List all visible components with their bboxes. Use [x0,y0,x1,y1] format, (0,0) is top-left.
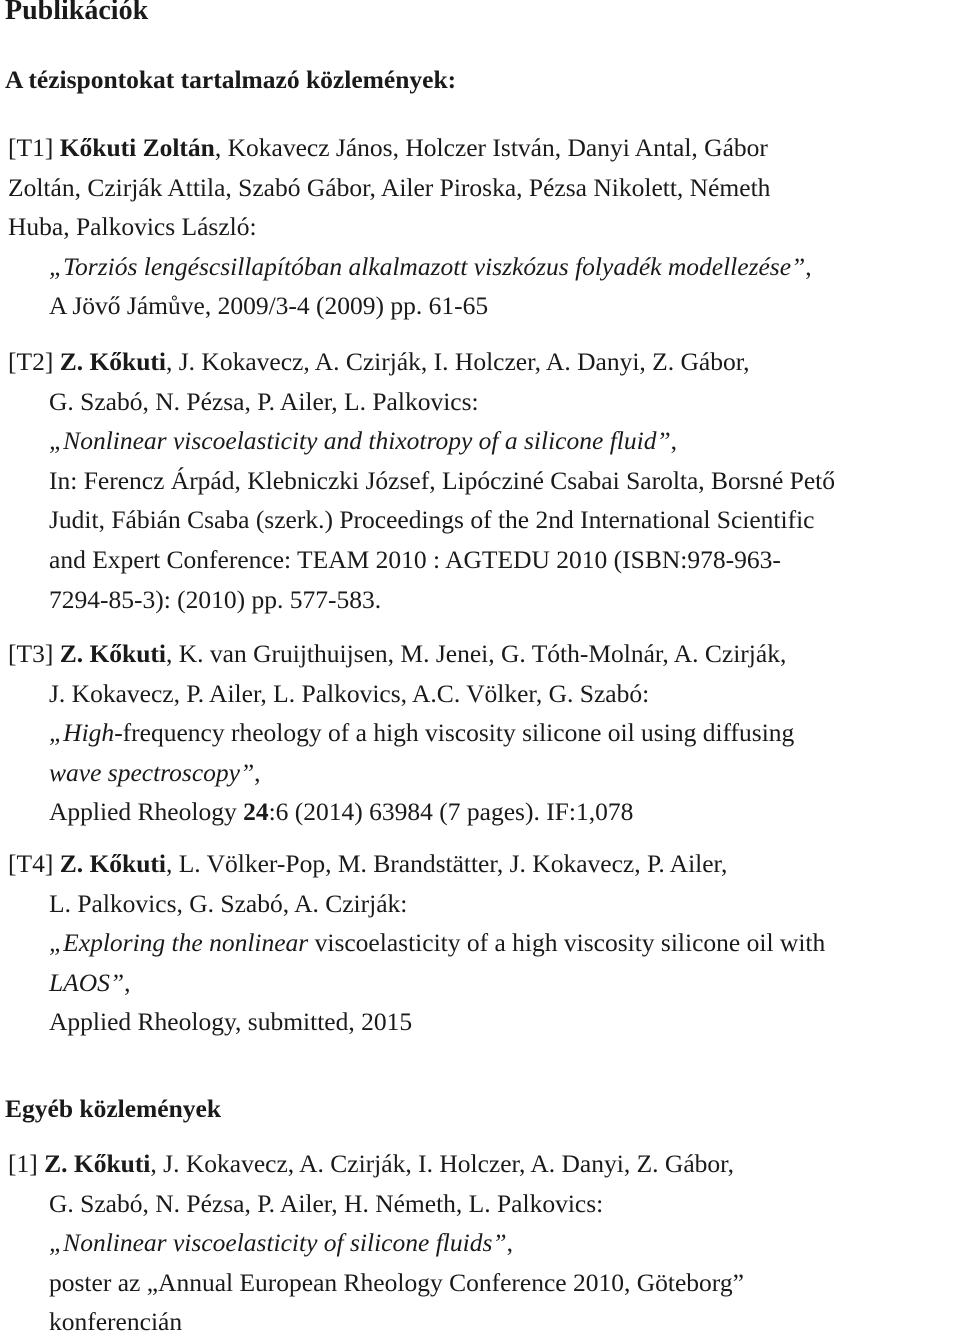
reference-t2-line-6: and Expert Conference: TEAM 2010 : AGTEDU 2010 (ISBN:978-963- [49,544,781,574]
reference-t3-line-2: J. Kokavecz, P. Ailer, L. Palkovics, A.C. Völker, G. Szabó: [49,678,650,708]
publication-title: „Nonlinear viscoelasticity and thixotropy of a silicone fluid” [49,426,671,456]
punctuation: , [124,967,131,997]
punctuation: , [670,426,677,456]
authors-text: , J. Kokavecz, A. Czirják, I. Holczer, A. Danyi, Z. Gábor, [165,347,750,376]
reference-t2 [8,342,960,619]
publication-title-rest: -frequency rheology of a high viscosity silicone oil using diffusing [114,718,795,748]
reference-t2-line-5: Judit, Fábián Csaba (szerk.) Proceedings of the 2nd International Scientific [49,505,815,535]
reference-t3-line-5 [8,792,960,832]
reference-o1-line-2: G. Szabó, N. Pézsa, P. Ailer, H. Németh, L. Palkovics: [49,1188,604,1218]
reference-t1-line-2: Zoltán, Czirják Attila, Szabó Gábor, Ailer Piroska, Pézsa Nikolett, Németh [8,172,771,202]
authors-text: , Kokavecz János, Holczer István, Danyi Antal, Gábor [214,133,768,162]
punctuation: , [805,251,812,281]
reference-t4-line-1 [8,844,960,884]
publication-title-end: wave spectroscopy” [49,757,255,787]
reference-o1-line-5: konferencián [49,1307,183,1337]
authors-text: , L. Völker-Pop, M. Brandstätter, J. Kokavecz, P. Ailer, [165,849,728,878]
reference-t3-line-1 [8,634,960,674]
section-heading-thesis-publications: A tézispontokat tartalmazó közlemények: [5,65,457,94]
reference-label: [1] [8,1149,38,1178]
page-title: Publikációk [5,0,149,26]
author-highlight: Z. Kőkuti [59,347,166,376]
reference-o1-line-4: poster az „Annual European Rheology Conference 2010, Göteborg” [49,1267,744,1297]
publication-title-start: „High [49,718,115,748]
publication-title-end: LAOS” [49,967,125,997]
reference-t2-line-4: In: Ferencz Árpád, Klebniczki József, Lipócziné Csabai Sarolta, Borsné Pető [49,465,836,495]
reference-t1-line-5: A Jövő Jámůve, 2009/3-4 (2009) pp. 61-65 [49,291,489,321]
reference-t2-line-7: 7294-85-3): (2010) pp. 577-583. [49,584,382,614]
reference-t1-line-3: Huba, Palkovics László: [8,212,257,242]
publication-title-start: „Exploring the nonlinear [49,928,309,958]
authors-text: , K. van Gruijthuijsen, M. Jenei, G. Tóth-Molnár, A. Czirják, [165,639,787,668]
reference-t4-line-2: L. Palkovics, G. Szabó, A. Czirják: [49,888,408,918]
section-heading-other-publications: Egyéb közlemények [5,1094,222,1123]
reference-t4-line-5: Applied Rheology, submitted, 2015 [49,1007,413,1037]
authors-text: , J. Kokavecz, A. Czirják, I. Holczer, A. Danyi, Z. Gábor, [150,1149,734,1178]
reference-t2-line-2: G. Szabó, N. Pézsa, P. Ailer, L. Palkovics: [49,386,479,416]
reference-label: [T3] [8,639,54,668]
reference-t3 [8,634,960,832]
reference-t1 [8,128,960,326]
publication-title-rest: viscoelasticity of a high viscosity silicone oil with [308,928,826,958]
author-highlight: Z. Kőkuti [59,639,166,668]
author-highlight: Z. Kőkuti [59,849,166,878]
publication-title: „Torziós lengéscsillapítóban alkalmazott viszkózus folyadék modellezése” [49,251,806,281]
reference-t1-line-4 [8,247,960,287]
reference-o1 [8,1144,960,1342]
reference-label: [T4] [8,849,54,878]
reference-t4 [8,844,960,1042]
reference-t2-line-1 [8,342,960,382]
journal-details: :6 (2014) 63984 (7 pages). IF:1,078 [268,797,634,827]
reference-t3-line-4 [8,753,960,793]
punctuation: , [254,757,261,787]
reference-label: [T1] [8,133,54,162]
reference-t2-line-3 [8,421,960,461]
reference-t4-line-3 [8,923,960,963]
author-highlight: Z. Kőkuti [44,1149,151,1178]
reference-t3-line-3 [8,713,960,753]
reference-o1-line-3 [8,1223,960,1263]
publication-title: „Nonlinear viscoelasticity of silicone fluids” [49,1228,507,1258]
journal-volume: 24 [243,797,269,827]
reference-t4-line-4 [8,963,960,1003]
reference-o1-line-1 [8,1144,960,1184]
punctuation: , [506,1228,513,1258]
journal-name: Applied Rheology [49,797,244,827]
reference-t1-line-1 [8,128,960,168]
author-highlight: Kőkuti Zoltán [59,133,215,162]
reference-label: [T2] [8,347,54,376]
